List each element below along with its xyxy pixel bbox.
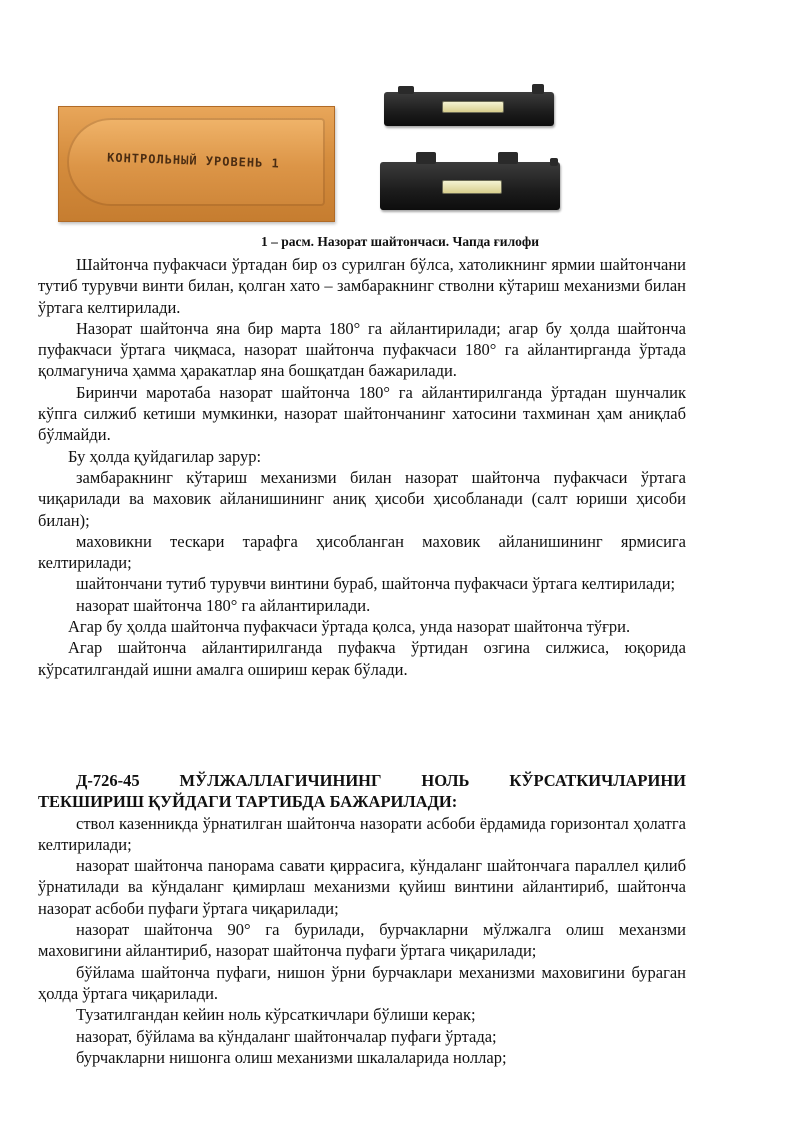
case-label: КОНТРОЛЬНЫЙ УРОВЕНЬ 1 xyxy=(106,150,281,171)
figure-caption: 1 – расм. Назорат шайтончаси. Чапда ғилофи xyxy=(260,234,540,249)
list-item: шайтончани тутиб турувчи винтини бураб, шайтонча пуфакчаси ўртага келтирилади; xyxy=(76,574,676,594)
paragraph: Шайтонча пуфакчаси ўртадан бир оз сурилган бўлса, хатоликнинг ярмии шайтончани тутиб турувчи винти билан, қолган хато – замбаракнинг стволни кўтариш механизми билан ўртага келтирилади. xyxy=(38,255,686,317)
body-text-1 xyxy=(38,254,686,680)
paragraph: Агар шайтонча айлантирилганда пуфакча ўртидан озгина силжиса, юқорида кўрсатилгандай ишни амалга ошириш керак бўлади. xyxy=(38,638,686,679)
list-item: бурчакларни нишонга олиш механизми шкалаларида ноллар; xyxy=(76,1047,507,1067)
list-item: назорат, бўйлама ва кўндаланг шайтончалар пуфаги ўртада; xyxy=(76,1026,497,1046)
list-item: замбаракнинг кўтариш механизми билан назорат шайтонча пуфакчаси ўртага чиқарилади ва маховик айланишининг аниқ ҳисоби ҳисобланади (салт юриши ҳисоби билан); xyxy=(38,467,686,530)
body-text-2 xyxy=(38,770,686,1068)
list-item: бўйлама шайтонча пуфаги, нишон ўрни бурчаклари механизми маховигини бураган ҳолда ўртага чиқарилади. xyxy=(38,962,686,1003)
list-item: маховикни тескари тарафга ҳисобланган маховик айланишининг ярмисига келтирилади; xyxy=(38,531,686,573)
figure-photo xyxy=(58,82,688,232)
wooden-case-lid xyxy=(67,118,325,206)
list-item: назорат шайтонча 90° га бурилади, бурчакларни мўлжалга олиш механзми маховигини айлантириб, назорат шайтонча пуфаги ўртага чиқарилади; xyxy=(38,920,686,961)
paragraph: Назорат шайтонча яна бир марта 180° га айлантирилади; агар бу ҳолда шайтонча пуфакчаси ўртага чиқмаса, назорат шайтонча пуфакчаси 180° га айлантирганда ўртада қолмагунича ҳамма ҳаракатлар яна бошқатдан бажарилади. xyxy=(38,318,686,381)
paragraph: Биринчи маротаба назорат шайтонча 180° га айлантирилганда ўртадан шунчалик кўпга силжиб кетиши мумкинки, назорат шайтончанинг хатосини тахминан ҳам аниқлаб бўлмайди. xyxy=(38,382,686,445)
control-level-bottom-image xyxy=(380,162,560,210)
list-item: назорат шайтонча 180° га айлантирилади. xyxy=(76,595,371,615)
list-item: ствол казенникда ўрнатилган шайтонча назорати асбоби ёрдамида горизонтал ҳолатга келтирилади; xyxy=(38,813,686,854)
list-item: Тузатилгандан кейин ноль кўрсаткичлари бўлиши керак; xyxy=(76,1005,476,1025)
paragraph: Агар бу ҳолда шайтонча пуфакчаси ўртада қолса, унда назорат шайтонча тўғри. xyxy=(68,617,631,637)
control-level-top-image xyxy=(384,92,554,126)
paragraph: Бу ҳолда қуйдагилар зарур: xyxy=(68,446,262,466)
list-item: назорат шайтонча панорама савати қиррасига, кўндаланг шайтончага параллел қилиб ўрнатилади ва кўндаланг қимирлаш механизми қуйиш винтини айлантириб, шайтонча назорат асбоби пуфаги ўртага чиқарилади; xyxy=(38,856,686,918)
section-heading: Д-726-45 МЎЛЖАЛЛАГИЧИНИНГ НОЛЬ КЎРСАТКИЧЛАРИНИ ТЕКШИРИШ ҚУЙДАГИ ТАРТИБДА БАЖАРИЛАДИ: xyxy=(38,771,686,812)
wooden-case-image xyxy=(58,106,335,222)
